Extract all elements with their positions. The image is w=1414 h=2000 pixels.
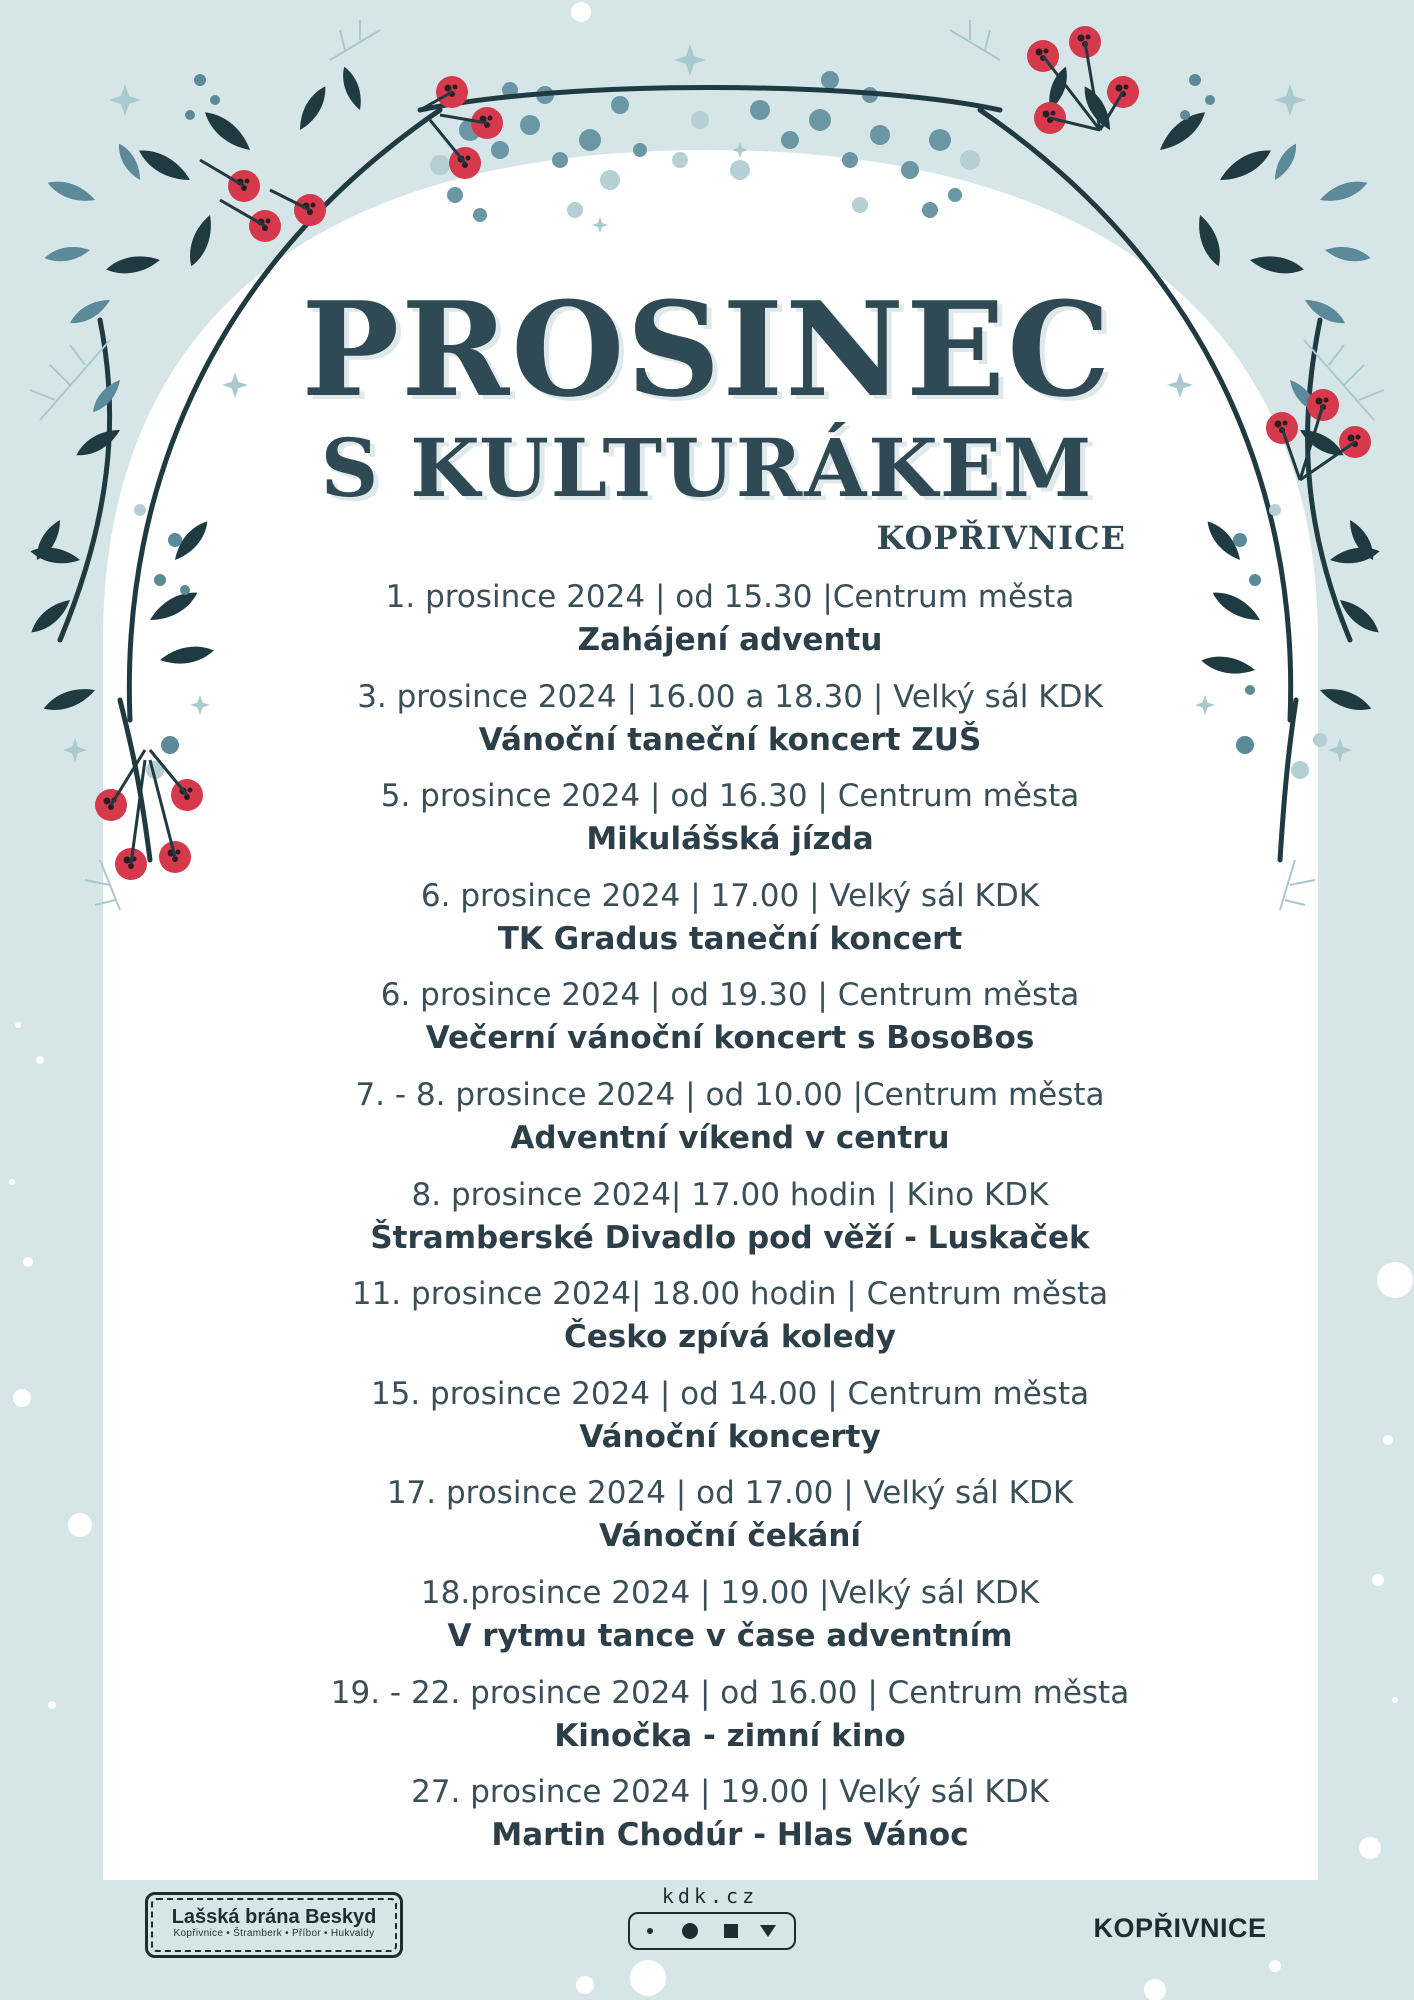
event-name: Kinočka - zimní kino: [554, 1717, 906, 1754]
event-name: Martin Chodúr - Hlas Vánoc: [491, 1817, 969, 1854]
event-item: [180, 1070, 1280, 1170]
event-item: [180, 771, 1280, 871]
event-item: [180, 1568, 1280, 1668]
lasska-brana-title: Lašská brána Beskyd: [171, 1906, 377, 1928]
lasska-brana-logo[interactable]: [145, 1892, 403, 1958]
event-name: Zahájení adventu: [577, 622, 883, 658]
event-info: 5. prosince 2024 | od 16.30 | Centrum města: [380, 778, 1080, 815]
event-info: 15. prosince 2024 | od 14.00 | Centrum města: [370, 1375, 1090, 1412]
event-info: 7. - 8. prosince 2024 | od 10.00 |Centrum města: [355, 1076, 1105, 1113]
event-info: 17. prosince 2024 | od 17.00 | Velký sál KDK: [386, 1475, 1074, 1512]
event-info: 11. prosince 2024| 18.00 hodin | Centrum města: [351, 1276, 1109, 1313]
event-name: Česko zpívá koledy: [563, 1319, 896, 1356]
event-item: [180, 1170, 1280, 1270]
event-item: [180, 970, 1280, 1070]
event-name: Vánoční taneční koncert ZUŠ: [478, 721, 982, 758]
event-list: [180, 572, 1280, 1867]
circle-icon: [682, 1923, 698, 1939]
event-name: Adventní víkend v centru: [510, 1119, 950, 1156]
event-item: [180, 871, 1280, 971]
event-name: Štramberské Divadlo pod věží - Luskaček: [370, 1219, 1090, 1256]
event-name: V rytmu tance v čase adventním: [447, 1617, 1013, 1654]
triangle-icon: [760, 1925, 776, 1937]
event-info: 1. prosince 2024 | od 15.30 |Centrum města: [385, 579, 1075, 615]
kdk-logo-shapes: [630, 1914, 794, 1948]
poster-title: PROSINEC: [301, 273, 1113, 426]
event-item: [180, 1767, 1280, 1867]
event-info: 8. prosince 2024| 17.00 hodin | Kino KDK: [411, 1176, 1049, 1213]
event-item: [180, 672, 1280, 772]
event-info: 3. prosince 2024 | 16.00 a 18.30 | Velký sál KDK: [357, 678, 1103, 715]
event-item: [180, 572, 1280, 672]
event-info: 6. prosince 2024 | od 19.30 | Centrum města: [380, 977, 1080, 1014]
event-name: TK Gradus taneční koncert: [497, 920, 963, 957]
poster-city: KOPŘIVNICE: [876, 519, 1126, 557]
event-info: 6. prosince 2024 | 17.00 | Velký sál KDK: [420, 877, 1040, 914]
event-name: Mikulášská jízda: [586, 821, 874, 858]
event-info: 19. - 22. prosince 2024 | od 16.00 | Centrum města: [330, 1674, 1130, 1711]
event-name: Vánoční koncerty: [579, 1418, 881, 1455]
small-dot-icon: [647, 1928, 653, 1934]
poster-subtitle: S KULTURÁKEM: [320, 421, 1094, 515]
kdk-logo[interactable]: [628, 1912, 796, 1950]
koprivnice-logo[interactable]: KOPŘIVNICE: [1093, 1913, 1267, 1943]
event-item: [180, 1269, 1280, 1369]
event-name: Večerní vánoční koncert s BosoBos: [425, 1020, 1035, 1057]
lasska-brana-subtitle: Kopřivnice • Štramberk • Příbor • Hukvaldy: [173, 1928, 375, 1939]
event-info: 18.prosince 2024 | 19.00 |Velký sál KDK: [420, 1574, 1040, 1611]
event-item: [180, 1369, 1280, 1469]
event-info: 27. prosince 2024 | 19.00 | Velký sál KDK: [411, 1774, 1049, 1811]
kdk-url[interactable]: kdk.cz: [661, 1884, 759, 1908]
event-name: Vánoční čekání: [598, 1518, 862, 1555]
event-item: [180, 1668, 1280, 1768]
square-icon: [724, 1924, 738, 1938]
event-item: [180, 1468, 1280, 1568]
